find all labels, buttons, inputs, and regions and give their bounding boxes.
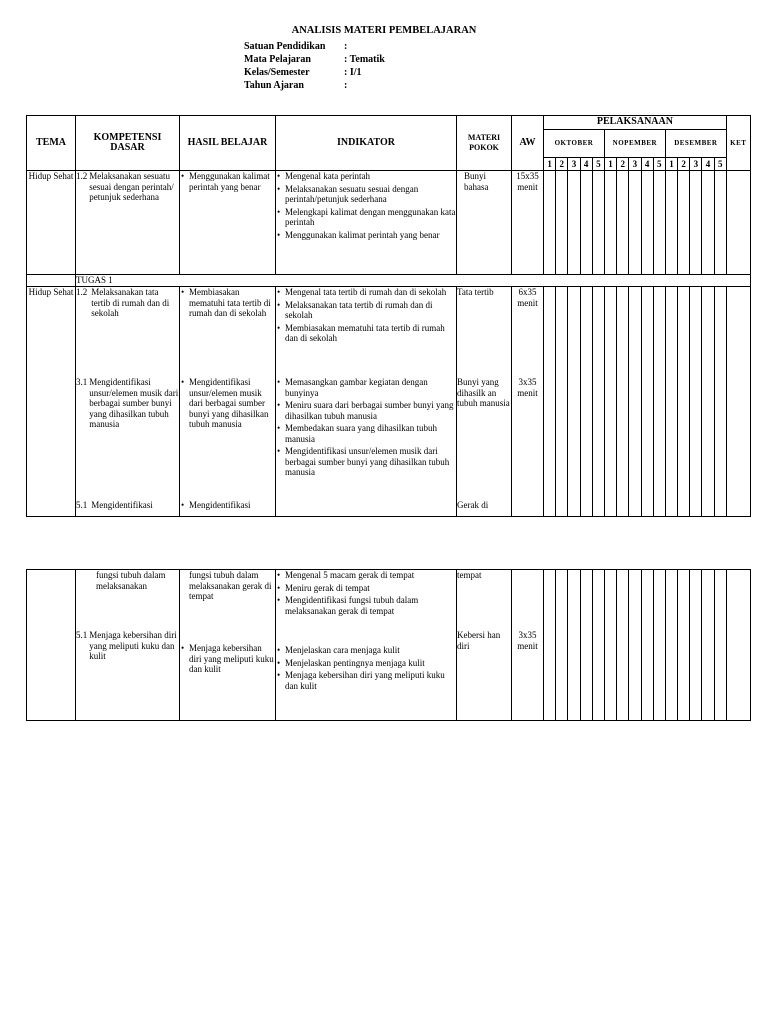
week-cell — [592, 570, 604, 721]
week-cell — [580, 171, 592, 275]
hasil-text: • Mengidentifikasi unsur/elemen musik dari berbagai sumber bunyi yang dihasilkan tubuh manusia — [189, 377, 275, 430]
week-cell — [629, 287, 641, 517]
meta-value: : — [344, 41, 348, 52]
tema-cell — [27, 275, 76, 287]
meta-label: Mata Pelajaran — [244, 54, 311, 65]
tema-cell: Hidup Sehat — [27, 171, 76, 275]
week-number-header: 1 — [604, 158, 616, 171]
kd-text: fungsi tubuh dalam melaksanakan — [96, 570, 166, 591]
month-header: NOPEMBER — [604, 130, 665, 158]
indikator-item: • Meniru suara dari berbagai sumber bunyi yang dihasilkan tubuh manusia — [285, 400, 456, 421]
meta-row — [244, 40, 385, 53]
week-cell — [544, 171, 556, 275]
materi-text: Tata tertib — [457, 287, 494, 297]
week-cell — [714, 171, 726, 275]
week-cell — [580, 570, 592, 721]
week-cell — [678, 570, 690, 721]
tema-cell: Hidup Sehat — [27, 287, 76, 517]
table-row — [27, 171, 751, 275]
week-cell — [641, 287, 653, 517]
week-cell — [568, 287, 580, 517]
week-number-header: 3 — [629, 158, 641, 171]
week-cell — [604, 570, 616, 721]
materi-text: tempat — [457, 570, 482, 580]
week-cell — [641, 570, 653, 721]
week-cell — [556, 171, 568, 275]
ket-cell — [726, 570, 750, 721]
document-meta — [244, 40, 385, 92]
indikator-item: • Menjelaskan pentingnya menjaga kulit — [285, 658, 456, 669]
aw-cell — [512, 570, 544, 721]
week-cell — [592, 171, 604, 275]
indikator-cell — [276, 287, 457, 517]
indikator-item: • Melaksanakan tata tertib di rumah dan di sekolah — [285, 300, 456, 321]
week-number-header: 2 — [678, 158, 690, 171]
week-number-header: 1 — [665, 158, 677, 171]
meta-label: Satuan Pendidikan — [244, 41, 326, 52]
meta-row — [244, 79, 385, 92]
week-cell — [641, 171, 653, 275]
meta-row — [244, 53, 385, 66]
indikator-item: • Mengidentifikasi unsur/elemen musik dari berbagai sumber bunyi yang dihasilkan tubuh manusia — [285, 446, 456, 478]
week-cell — [665, 287, 677, 517]
aw-cell: 15x35 menit — [512, 171, 544, 275]
kd-text: Melaksanakan sesuatu sesuai dengan perintah/ petunjuk sederhana — [89, 171, 174, 202]
col-header-pelaksanaan: PELAKSANAAN — [544, 116, 727, 130]
week-cell — [690, 287, 702, 517]
aw-text: 3x35 menit — [517, 630, 538, 651]
indikator-cell — [276, 171, 457, 275]
meta-value: : Tematik — [344, 54, 385, 65]
hasil-belajar-cell — [180, 171, 276, 275]
col-header-kompetensi-dasar: KOMPETENSI DASAR — [76, 116, 180, 171]
hasil-text: • Mengidentifikasi — [189, 500, 275, 511]
kd-number: 3.1 — [76, 377, 88, 387]
week-cell — [544, 287, 556, 517]
col-header-hasil-belajar: HASIL BELAJAR — [180, 116, 276, 171]
indikator-item: • Melaksanakan sesuatu sesuai dengan perintah/petunjuk sederhana — [285, 184, 456, 205]
week-number-header: 1 — [544, 158, 556, 171]
kd-text: Mengidentifikasi unsur/elemen musik dari berbagai sumber bunyi yang dihasilkan tubuh manusia — [89, 377, 179, 429]
week-cell — [629, 570, 641, 721]
week-cell — [714, 287, 726, 517]
materi-text: Bunyi yang dihasilk an tubuh manusia — [457, 377, 510, 408]
analysis-table-1 — [26, 115, 751, 517]
materi-cell — [457, 287, 512, 517]
hasil-belajar-cell — [180, 570, 276, 721]
document-title: ANALISIS MATERI PEMBELAJARAN — [291, 25, 477, 36]
week-number-header: 5 — [592, 158, 604, 171]
col-header-tema: TEMA — [27, 116, 76, 171]
kd-number: 1.2 — [76, 287, 88, 297]
week-cell — [592, 287, 604, 517]
week-cell — [653, 171, 665, 275]
indikator-item: • Mengenal kata perintah — [285, 171, 456, 182]
aw-text: 3x35 menit — [517, 377, 538, 398]
week-cell — [665, 171, 677, 275]
week-cell — [665, 570, 677, 721]
week-cell — [629, 171, 641, 275]
kd-text: Menjaga kebersihan diri yang meliputi kuku dan kulit — [89, 630, 177, 661]
meta-label: Tahun Ajaran — [244, 80, 304, 91]
meta-value: : — [344, 80, 348, 91]
kd-text: Melaksanakan tata tertib di rumah dan di sekolah — [91, 287, 170, 318]
indikator-item: • Mengenal tata tertib di rumah dan di sekolah — [285, 287, 456, 298]
materi-cell: Bunyi bahasa — [457, 171, 512, 275]
week-number-header: 5 — [653, 158, 665, 171]
indikator-item: • Membedakan suara yang dihasilkan tubuh manusia — [285, 423, 456, 444]
kd-number: 5.1 — [76, 630, 88, 640]
table-row — [27, 570, 751, 721]
week-cell — [556, 570, 568, 721]
kd-number: 1.2 — [76, 171, 88, 181]
indikator-item: • Memasangkan gambar kegiatan dengan bunyinya — [285, 377, 456, 398]
kd-number: 5.1 — [76, 500, 88, 510]
week-cell — [568, 570, 580, 721]
week-cell — [678, 171, 690, 275]
week-cell — [653, 287, 665, 517]
indikator-item: • Meniru gerak di tempat — [285, 583, 456, 594]
week-cell — [690, 570, 702, 721]
month-header: DESEMBER — [665, 130, 726, 158]
week-cell — [617, 287, 629, 517]
col-header-aw: AW — [512, 116, 544, 171]
week-cell — [678, 287, 690, 517]
indikator-item: • Menggunakan kalimat perintah yang benar — [285, 230, 456, 241]
week-number-header: 4 — [702, 158, 714, 171]
week-number-header: 2 — [556, 158, 568, 171]
kd-text: Mengidentifikasi — [91, 500, 153, 510]
meta-label: Kelas/Semester — [244, 67, 310, 78]
tugas-row — [27, 275, 751, 287]
week-cell — [544, 570, 556, 721]
hasil-text: fungsi tubuh dalam melaksanakan gerak di tempat — [189, 570, 272, 601]
week-cell — [617, 570, 629, 721]
col-header-indikator: INDIKATOR — [276, 116, 457, 171]
week-cell — [702, 287, 714, 517]
week-number-header: 2 — [617, 158, 629, 171]
indikator-item: • Mengenal 5 macam gerak di tempat — [285, 570, 456, 581]
week-cell — [617, 171, 629, 275]
week-number-header: 3 — [690, 158, 702, 171]
week-number-header: 4 — [641, 158, 653, 171]
week-cell — [702, 570, 714, 721]
aw-cell — [512, 287, 544, 517]
hasil-text: • Menggunakan kalimat perintah yang benar — [189, 171, 275, 192]
week-cell — [653, 570, 665, 721]
ket-cell — [726, 171, 750, 275]
week-number-header: 4 — [580, 158, 592, 171]
indikator-item: • Menjelaskan cara menjaga kulit — [285, 645, 456, 656]
tugas-label: TUGAS 1 — [76, 275, 751, 287]
hasil-text: • Menjaga kebersihan diri yang meliputi kuku dan kulit — [189, 643, 275, 675]
week-cell — [556, 287, 568, 517]
col-header-ket: KET — [726, 116, 750, 171]
indikator-item: • Mengidentifikasi fungsi tubuh dalam melaksanakan gerak di tempat — [285, 595, 456, 616]
indikator-item: • Menjaga kebersihan diri yang meliputi kuku dan kulit — [285, 670, 456, 691]
materi-text: Kebersi han diri — [457, 630, 501, 651]
week-cell — [604, 171, 616, 275]
meta-value: : I/1 — [344, 67, 362, 78]
materi-cell — [457, 570, 512, 721]
week-cell — [568, 171, 580, 275]
kompetensi-dasar-cell — [76, 570, 180, 721]
indikator-cell — [276, 570, 457, 721]
hasil-text: • Membiasakan mematuhi tata tertib di rumah dan di sekolah — [189, 287, 275, 319]
ket-cell — [726, 287, 750, 517]
kompetensi-dasar-cell — [76, 171, 180, 275]
meta-row — [244, 66, 385, 79]
week-cell — [702, 171, 714, 275]
month-header: OKTOBER — [544, 130, 605, 158]
materi-text: Gerak di — [457, 500, 489, 510]
kompetensi-dasar-cell — [76, 287, 180, 517]
hasil-belajar-cell — [180, 287, 276, 517]
week-cell — [690, 171, 702, 275]
indikator-item: • Melengkapi kalimat dengan menggunakan kata perintah — [285, 207, 456, 228]
header-row-1 — [27, 116, 751, 130]
indikator-item: • Membiasakan mematuhi tata tertib di rumah dan di sekolah — [285, 323, 456, 344]
table-row — [27, 287, 751, 517]
col-header-materi-pokok: MATERI POKOK — [457, 116, 512, 171]
week-cell — [714, 570, 726, 721]
week-number-header: 5 — [714, 158, 726, 171]
analysis-table-2 — [26, 569, 751, 721]
week-number-header: 3 — [568, 158, 580, 171]
aw-text: 6x35 menit — [517, 287, 538, 308]
week-cell — [580, 287, 592, 517]
tema-cell — [27, 570, 76, 721]
week-cell — [604, 287, 616, 517]
